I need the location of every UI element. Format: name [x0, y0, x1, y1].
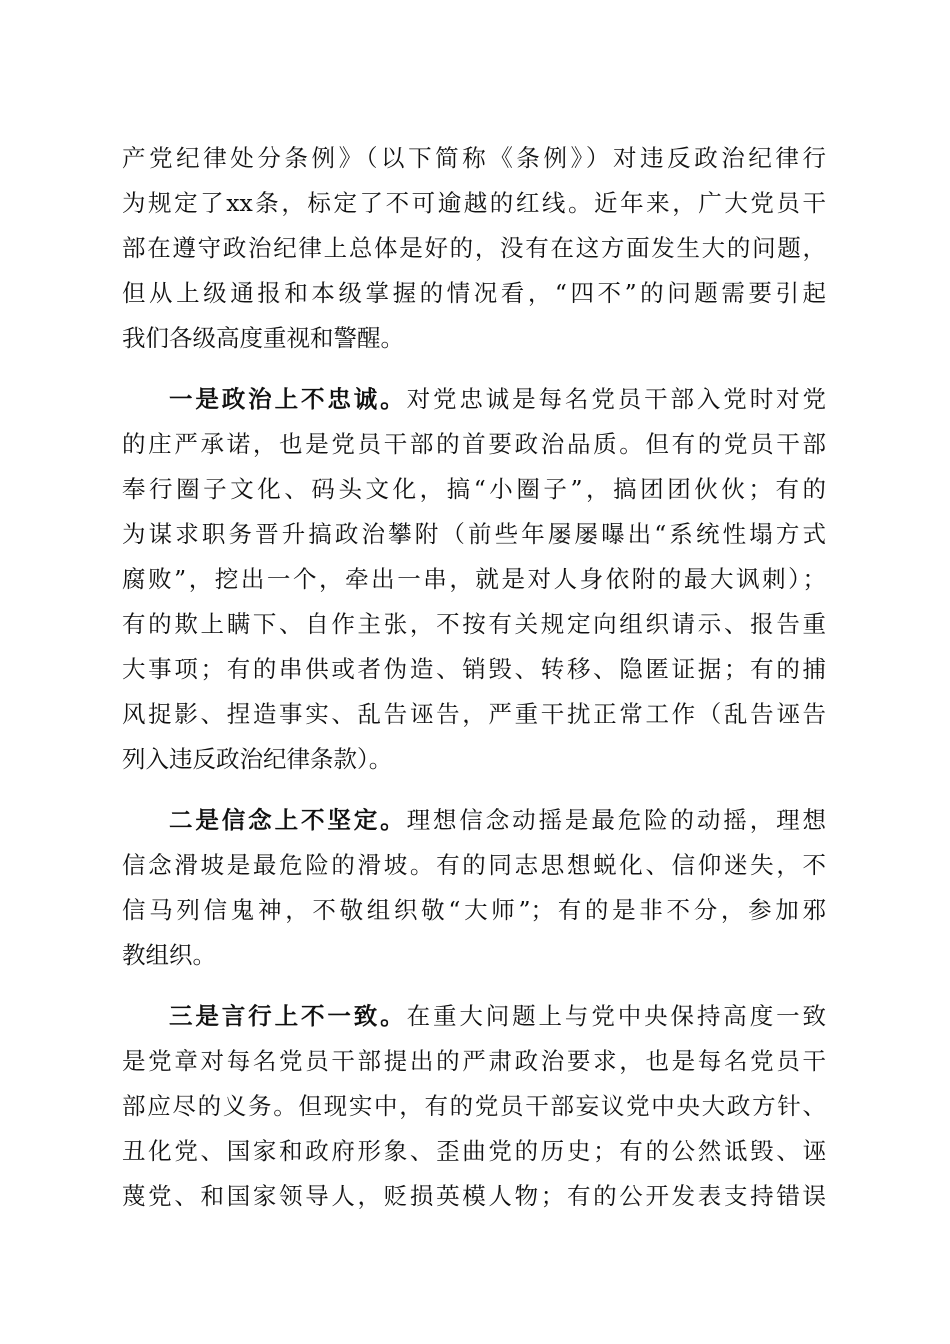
text-line: 为规定了xx条，标定了不可逾越的红线。近年来，广大党员干	[122, 189, 826, 217]
text-line: 信马列信鬼神，不敬组织敬“大师”；有的是非不分，参加邪	[122, 896, 826, 924]
text-line: 丑化党、国家和政府形象、歪曲党的历史；有的公然诋毁、诬	[122, 1137, 826, 1165]
paragraph-political-loyalty	[122, 377, 826, 782]
paragraph-lead: 三是言行上不一致。	[169, 1002, 407, 1030]
text-line: 的庄严承诺，也是党员干部的首要政治品质。但有的党员干部	[122, 430, 826, 458]
text-segment: 对党忠诚是每名党员干部入党时对党	[406, 385, 826, 413]
text-line: 风捉影、捏造事实、乱告诬告，严重干扰正常工作（乱告诬告	[122, 700, 826, 728]
paragraph-lead: 二是信念上不坚定。	[169, 806, 407, 834]
paragraph-firm-belief	[122, 798, 826, 978]
paragraph-consistency	[122, 994, 826, 1264]
text-line: 我们各级高度重视和警醒。	[122, 324, 404, 352]
text-line: 部应尽的义务。但现实中，有的党员干部妄议党中央大政方针、	[122, 1092, 826, 1120]
text-line: 教组织。	[122, 941, 216, 969]
text-line: 信念滑坡是最危险的滑坡。有的同志思想蜕化、信仰迷失，不	[122, 851, 826, 879]
text-line	[122, 798, 826, 843]
text-line: 产党纪律处分条例》（以下简称《条例》）对违反政治纪律行	[122, 144, 826, 172]
text-line: 有的欺上瞒下、自作主张，不按有关规定向组织请示、报告重	[122, 610, 826, 638]
text-line: 是党章对每名党员干部提出的严肃政治要求，也是每名党员干	[122, 1047, 826, 1075]
text-line: 部在遵守政治纪律上总体是好的，没有在这方面发生大的问题，	[122, 234, 826, 262]
text-segment: 理想信念动摇是最危险的动摇，理想	[406, 806, 826, 834]
text-line	[122, 377, 826, 422]
text-line: 蔑党、和国家领导人，贬损英模人物；有的公开发表支持错误	[122, 1182, 826, 1210]
text-line: 列入违反政治纪律条款）。	[122, 745, 393, 773]
text-segment: 在重大问题上与党中央保持高度一致	[406, 1002, 826, 1030]
text-line: 大事项；有的串供或者伪造、销毁、转移、隐匿证据；有的捕	[122, 655, 826, 683]
text-line: 但从上级通报和本级掌握的情况看，“四不”的问题需要引起	[122, 279, 826, 307]
paragraph-lead: 一是政治上不忠诚。	[169, 385, 407, 413]
text-line: 奉行圈子文化、码头文化，搞“小圈子”，搞团团伙伙；有的	[122, 475, 826, 503]
text-line	[122, 1219, 826, 1264]
text-line	[122, 994, 826, 1039]
paragraph-intro	[122, 136, 826, 361]
text-line: 腐败”，挖出一个，牵出一串，就是对人身依附的最大讽刺）；	[122, 565, 826, 593]
document-body	[122, 136, 826, 1264]
text-line: 为谋求职务晋升搞政治攀附（前些年屡屡曝出“系统性塌方式	[122, 520, 826, 548]
